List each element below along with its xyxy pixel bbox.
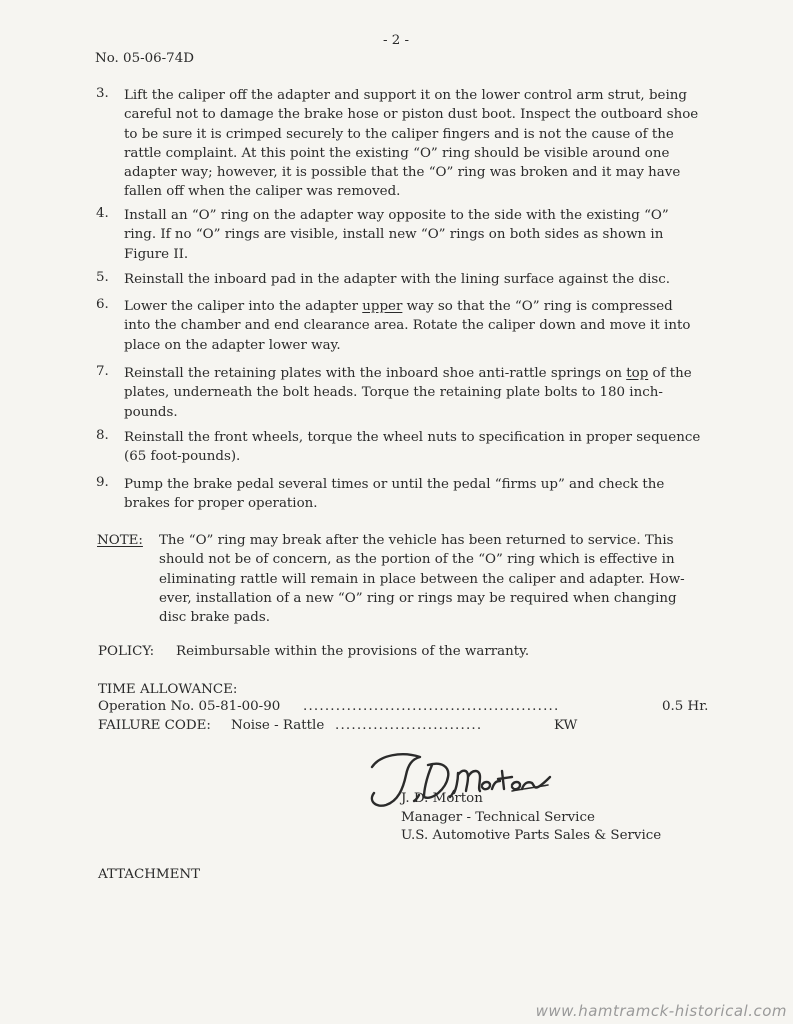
note-line: ever, installation of a new “O” ring or rings may be required when changing	[159, 590, 677, 606]
step-line: rattle complaint. At this point the existing “O” ring should be visible around one	[124, 145, 670, 161]
page-number: - 2 -	[383, 33, 410, 48]
failure-code-label: FAILURE CODE:	[98, 718, 211, 733]
failure-code-value: KW	[554, 718, 578, 733]
step-9-text	[124, 475, 707, 514]
step-line: Reinstall the inboard pad in the adapter with the lining surface against the disc.	[124, 272, 670, 287]
step-line: pounds.	[124, 404, 178, 420]
step-line: Figure II.	[124, 246, 189, 262]
signatory-department: U.S. Automotive Parts Sales & Service	[401, 828, 662, 843]
step-line: brakes for proper operation.	[124, 496, 318, 512]
step-line: place on the adapter lower way.	[124, 337, 341, 353]
step-line: fallen off when the caliper was removed.	[124, 184, 401, 200]
step-line: ring. If no “O” rings are visible, install new “O” rings on both sides as shown in	[124, 227, 664, 243]
step-8-text	[124, 428, 707, 467]
attachment-label: ATTACHMENT	[98, 867, 201, 882]
policy-label: POLICY:	[98, 644, 155, 659]
step-line: Lift the caliper off the adapter and support it on the lower control arm strut, being	[124, 88, 687, 103]
step-5-text	[124, 270, 707, 289]
operation-label: Operation No. 05-81-00-90	[98, 699, 281, 714]
step-number: 7.	[96, 364, 109, 379]
failure-code-dots: ...........................	[335, 718, 483, 733]
step-4-text	[124, 206, 707, 264]
operation-dots: ...............................................	[303, 699, 560, 714]
step-line-part: way so that the “O” ring is compressed	[402, 299, 673, 314]
step-number: 5.	[96, 270, 109, 285]
signatory-name: J. D. Morton	[401, 791, 483, 806]
step-line: (65 foot-pounds).	[124, 449, 241, 465]
step-line-part: Lower the caliper into the adapter	[124, 299, 363, 314]
step-3-text	[124, 86, 707, 202]
watermark: www.hamtramck-historical.com	[535, 1002, 787, 1020]
note-line: eliminating rattle will remain in place between the caliper and adapter. How-	[159, 571, 685, 587]
note-line: disc brake pads.	[159, 610, 270, 626]
time-allowance-heading: TIME ALLOWANCE:	[98, 682, 238, 697]
note-label: NOTE:	[97, 533, 143, 548]
underlined-word: top	[626, 366, 649, 381]
step-number: 4.	[96, 206, 109, 221]
bulletin-number: No. 05-06-74D	[95, 51, 194, 66]
note-text	[159, 531, 707, 627]
step-line: Install an “O” ring on the adapter way opposite to the side with the existing “O”	[124, 208, 669, 223]
step-number: 9.	[96, 475, 109, 490]
step-number: 6.	[96, 297, 109, 312]
step-line	[124, 297, 707, 316]
note-line: The “O” ring may break after the vehicle has been returned to service. This	[159, 533, 674, 548]
underlined-word: upper	[362, 299, 403, 314]
step-line-part: of the	[648, 366, 692, 381]
step-6-text	[124, 297, 707, 355]
step-line: plates, underneath the bolt heads. Torque the retaining plate bolts to 180 inch-	[124, 385, 663, 401]
step-number: 3.	[96, 86, 109, 101]
step-line: careful not to damage the brake hose or piston dust boot. Inspect the outboard shoe	[124, 107, 699, 123]
operation-value: 0.5 Hr.	[662, 699, 709, 714]
step-line: adapter way; however, it is possible that the “O” ring was broken and it may have	[124, 165, 681, 181]
signatory-title: Manager - Technical Service	[401, 810, 595, 825]
step-line: into the chamber and end clearance area. Rotate the caliper down and move it into	[124, 318, 691, 334]
step-line	[124, 364, 707, 383]
step-line: to be sure it is crimped securely to the caliper fingers and is not the cause of the	[124, 126, 674, 142]
policy-text: Reimbursable within the provisions of the warranty.	[176, 644, 530, 659]
step-line: Reinstall the front wheels, torque the wheel nuts to specification in proper sequence	[124, 430, 701, 445]
failure-code-desc: Noise - Rattle	[231, 718, 325, 733]
step-line: Pump the brake pedal several times or until the pedal “firms up” and check the	[124, 477, 665, 492]
step-line-part: Reinstall the retaining plates with the inboard shoe anti-rattle springs on	[124, 366, 627, 381]
note-line: should not be of concern, as the portion of the “O” ring which is effective in	[159, 552, 675, 568]
step-7-text	[124, 364, 707, 422]
step-number: 8.	[96, 428, 109, 443]
